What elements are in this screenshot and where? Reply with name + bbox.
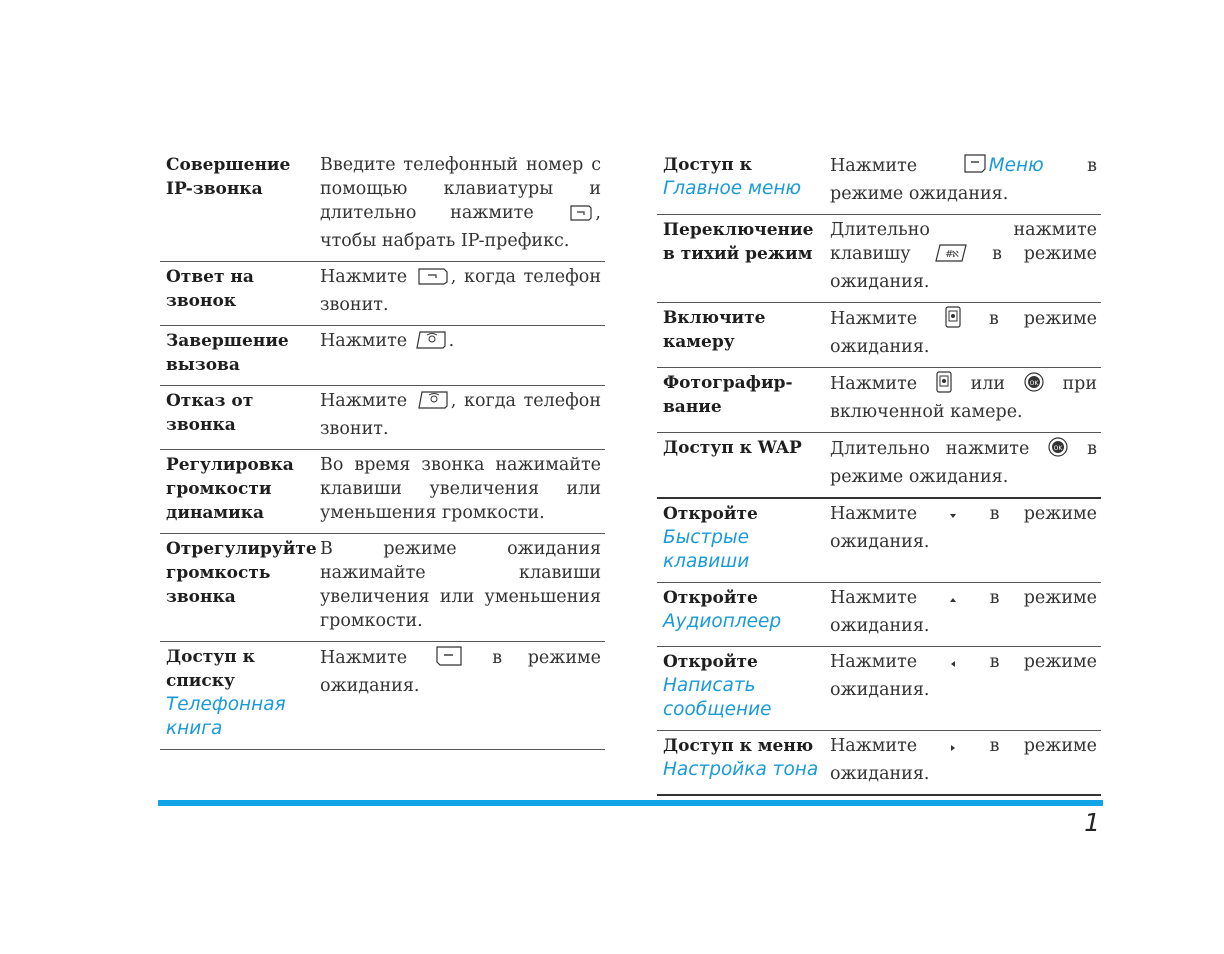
svg-text:ℵ: ℵ bbox=[952, 250, 960, 260]
footer-rule bbox=[158, 800, 1103, 806]
menu-link: Настройка тона bbox=[663, 759, 819, 780]
row-label: Отрегулируйте громкость звонка bbox=[166, 539, 317, 607]
menu-link: Аудиоплеер bbox=[663, 611, 782, 632]
nav-down-icon bbox=[943, 506, 963, 530]
menu-inline-link: Меню bbox=[988, 155, 1044, 176]
camera-key-icon bbox=[944, 306, 962, 335]
row-label: Доступ к Главное меню bbox=[657, 150, 830, 214]
row-label: Завершение вызова bbox=[166, 331, 289, 375]
svg-text:OK: OK bbox=[1029, 380, 1039, 387]
table-row bbox=[657, 731, 1101, 796]
left-softkey-icon bbox=[963, 153, 987, 182]
table-row bbox=[160, 150, 605, 262]
nav-right-icon bbox=[943, 738, 963, 762]
row-label: Совершение IP-звонка bbox=[166, 155, 291, 199]
hash-key-icon bbox=[934, 243, 968, 270]
row-description: Нажмите в режиме ожидания. bbox=[830, 652, 1097, 700]
menu-link: Главное меню bbox=[663, 178, 802, 199]
ok-key-icon bbox=[1023, 371, 1045, 400]
row-description: Нажмите . bbox=[320, 326, 605, 385]
table-row bbox=[160, 534, 605, 642]
page-number: 1 bbox=[1084, 808, 1100, 837]
end-key-icon bbox=[415, 330, 447, 357]
table-row bbox=[657, 647, 1101, 731]
row-label: Доступ к WAP bbox=[663, 438, 802, 458]
call-key-icon bbox=[417, 266, 449, 293]
nav-up-icon bbox=[943, 590, 963, 614]
row-description: В режиме ожидания нажимайте клавиши увеличения или уменьшения громкости. bbox=[320, 539, 601, 631]
row-label: Откройте Аудиоплеер bbox=[657, 583, 830, 646]
row-description: Длительно нажмите OK в режиме ожидания. bbox=[830, 433, 1101, 497]
row-description: Длительно нажмите клавишу # ℵ в режиме ожидания. bbox=[830, 220, 1097, 292]
svg-text:OK: OK bbox=[1053, 445, 1063, 452]
row-label: Доступ к меню Настройка тона bbox=[657, 731, 830, 794]
row-label: Отказ от звонка bbox=[166, 391, 254, 435]
row-label: Откройте Быстрые клавиши bbox=[657, 499, 830, 582]
table-row bbox=[657, 433, 1101, 499]
table-row bbox=[657, 150, 1101, 215]
row-description: Во время звонка нажимайте клавиши увеличения или уменьшения громкости. bbox=[320, 455, 601, 523]
table-row bbox=[657, 583, 1101, 647]
row-description: Нажмите или OK при включенной камере. bbox=[830, 368, 1101, 432]
table-row bbox=[657, 303, 1101, 368]
row-label: Включите камеру bbox=[663, 308, 766, 352]
row-description: Нажмите Меню в режиме ожидания. bbox=[830, 155, 1098, 204]
row-description: Нажмите в режиме ожидания. bbox=[830, 504, 1097, 552]
row-label: Ответ на звонок bbox=[166, 267, 254, 311]
table-row bbox=[160, 262, 605, 326]
row-label: Регулировка громкости динамика bbox=[166, 455, 294, 523]
table-row bbox=[160, 386, 605, 450]
menu-link: Написать сообщение bbox=[663, 675, 772, 720]
table-row bbox=[657, 368, 1101, 433]
ok-key-icon bbox=[1047, 436, 1069, 465]
row-description: Нажмите , когда телефон звонит. bbox=[320, 267, 601, 315]
svg-text:#: # bbox=[945, 249, 954, 260]
table-row bbox=[657, 499, 1101, 583]
camera-key-icon bbox=[935, 371, 953, 400]
menu-link: Телефонная книга bbox=[166, 694, 286, 739]
row-description: Нажмите в режиме ожидания. bbox=[320, 642, 605, 749]
row-description: Нажмите в режиме ожидания. bbox=[830, 736, 1097, 784]
table-row bbox=[160, 642, 605, 750]
menu-link: Быстрые клавиши bbox=[663, 527, 750, 572]
row-label: Откройте Написать сообщение bbox=[657, 647, 830, 730]
right-softkey-icon bbox=[435, 645, 465, 674]
end-key-icon bbox=[417, 390, 449, 417]
row-description: Нажмите , когда телефон звонит. bbox=[320, 391, 601, 439]
table-row bbox=[657, 215, 1101, 303]
row-description: Нажмите в режиме ожидания. bbox=[830, 588, 1097, 636]
left-shortcut-table bbox=[160, 150, 605, 750]
row-label: Доступ к списку Телефонная книга bbox=[160, 642, 320, 749]
row-label: Переключение в тихий режим bbox=[663, 220, 814, 264]
right-shortcut-table bbox=[657, 150, 1101, 796]
row-description: Нажмите в режиме ожидания. bbox=[830, 303, 1101, 367]
row-label: Фотографир-вание bbox=[663, 373, 793, 417]
table-row bbox=[160, 450, 605, 534]
call-key-icon bbox=[569, 204, 593, 229]
nav-left-icon bbox=[943, 654, 963, 678]
table-row bbox=[160, 326, 605, 386]
row-description: Введите телефонный номер с помощью клавиатуры и длительно нажмите , чтобы набрать IP-префикс. bbox=[320, 155, 601, 251]
